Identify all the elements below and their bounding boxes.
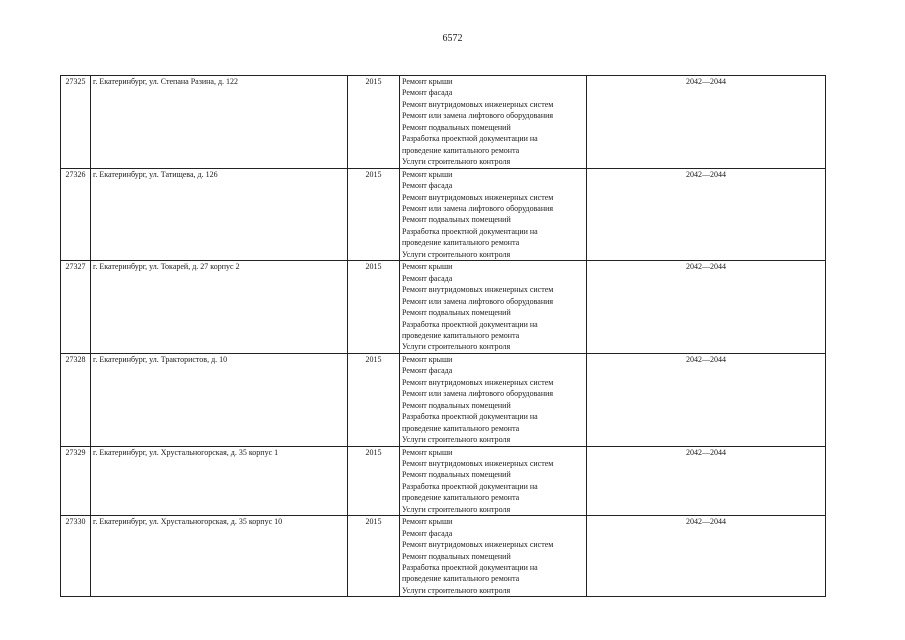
work-item: проведение капитального ремонта	[402, 493, 520, 503]
work-item: Услуги строительного контроля	[402, 342, 511, 352]
work-item: Ремонт внутридомовых инженерных систем	[402, 285, 554, 295]
record-id-cell: 27329	[61, 446, 91, 516]
work-item: Ремонт или замена лифтового оборудования	[402, 203, 554, 213]
work-item: Ремонт подвальных помещений	[402, 551, 511, 561]
work-item: Ремонт крыши	[402, 77, 453, 86]
table-row	[61, 261, 826, 354]
record-id-cell: 27330	[61, 516, 91, 597]
year-cell: 2015	[348, 168, 400, 261]
period-cell: 2042—2044	[587, 516, 826, 597]
work-item: Ремонт подвальных помещений	[402, 122, 511, 132]
work-item: Ремонт крыши	[402, 169, 453, 179]
address-cell: г. Екатеринбург, ул. Токарей, д. 27 корпус 2	[91, 261, 348, 354]
work-item: проведение капитального ремонта	[402, 574, 520, 584]
period-cell: 2042—2044	[587, 353, 826, 446]
works-cell	[400, 446, 587, 516]
work-item: Услуги строительного контроля	[402, 504, 511, 514]
table-body	[61, 76, 826, 597]
work-item: Ремонт фасада	[402, 273, 453, 283]
work-item: Ремонт внутридомовых инженерных систем	[402, 99, 554, 109]
works-cell	[400, 516, 587, 597]
work-item: Ремонт подвальных помещений	[402, 400, 511, 410]
work-item: Ремонт крыши	[402, 447, 453, 457]
year-cell: 2015	[348, 353, 400, 446]
record-id-cell: 27326	[61, 168, 91, 261]
work-item: Ремонт или замена лифтового оборудования	[402, 111, 554, 121]
work-item: Ремонт фасада	[402, 366, 453, 376]
record-id-cell: 27325	[61, 76, 91, 169]
work-item: проведение капитального ремонта	[402, 238, 520, 248]
work-item: Ремонт фасада	[402, 181, 453, 191]
table-row	[61, 446, 826, 516]
work-item: Разработка проектной документации на	[402, 134, 538, 144]
table-row	[61, 76, 826, 169]
work-item: Ремонт внутридомовых инженерных систем	[402, 540, 554, 550]
repair-schedule-table	[60, 75, 826, 597]
period-cell: 2042—2044	[587, 261, 826, 354]
work-item: Ремонт внутридомовых инженерных систем	[402, 377, 554, 387]
work-item: проведение капитального ремонта	[402, 423, 520, 433]
record-id-cell: 27327	[61, 261, 91, 354]
work-item: Ремонт крыши	[402, 262, 453, 272]
work-item: Разработка проектной документации на	[402, 226, 538, 236]
page-number: 6572	[442, 33, 463, 44]
year-cell: 2015	[348, 261, 400, 354]
table-row	[61, 168, 826, 261]
record-id-cell: 27328	[61, 353, 91, 446]
work-item: Ремонт подвальных помещений	[402, 308, 511, 318]
works-cell	[400, 353, 587, 446]
work-item: Ремонт фасада	[402, 528, 453, 538]
work-item: проведение капитального ремонта	[402, 330, 520, 340]
year-cell: 2015	[348, 446, 400, 516]
work-item: Ремонт крыши	[402, 517, 453, 527]
address-cell: г. Екатеринбург, ул. Хрустальногорская, д. 35 корпус 10	[91, 516, 348, 597]
address-cell: г. Екатеринбург, ул. Трактористов, д. 10	[91, 353, 348, 446]
work-item: Ремонт крыши	[402, 354, 453, 364]
address-cell: г. Екатеринбург, ул. Степана Разина, д. 122	[91, 76, 348, 169]
work-item: Ремонт внутридомовых инженерных систем	[402, 458, 554, 468]
table-row	[61, 516, 826, 597]
work-item: Разработка проектной документации на	[402, 563, 538, 573]
work-item: Разработка проектной документации на	[402, 481, 538, 491]
work-item: Ремонт внутридомовых инженерных систем	[402, 192, 554, 202]
work-item: Ремонт подвальных помещений	[402, 470, 511, 480]
year-cell: 2015	[348, 76, 400, 169]
address-cell: г. Екатеринбург, ул. Татищева, д. 126	[91, 168, 348, 261]
work-item: проведение капитального ремонта	[402, 145, 520, 155]
address-cell: г. Екатеринбург, ул. Хрустальногорская, д. 35 корпус 1	[91, 446, 348, 516]
work-item: Разработка проектной документации на	[402, 319, 538, 329]
work-item: Услуги строительного контроля	[402, 435, 511, 445]
year-cell: 2015	[348, 516, 400, 597]
work-item: Ремонт или замена лифтового оборудования	[402, 389, 554, 399]
period-cell: 2042—2044	[587, 168, 826, 261]
work-item: Разработка проектной документации на	[402, 412, 538, 422]
work-item: Услуги строительного контроля	[402, 249, 511, 259]
period-cell: 2042—2044	[587, 446, 826, 516]
work-item: Ремонт подвальных помещений	[402, 215, 511, 225]
work-item: Ремонт или замена лифтового оборудования	[402, 296, 554, 306]
work-item: Услуги строительного контроля	[402, 157, 511, 167]
works-cell	[400, 168, 587, 261]
table-row	[61, 353, 826, 446]
works-cell	[400, 76, 587, 169]
period-cell: 2042—2044	[587, 76, 826, 169]
work-item: Ремонт фасада	[402, 88, 453, 98]
work-item: Услуги строительного контроля	[402, 585, 511, 595]
works-cell	[400, 261, 587, 354]
